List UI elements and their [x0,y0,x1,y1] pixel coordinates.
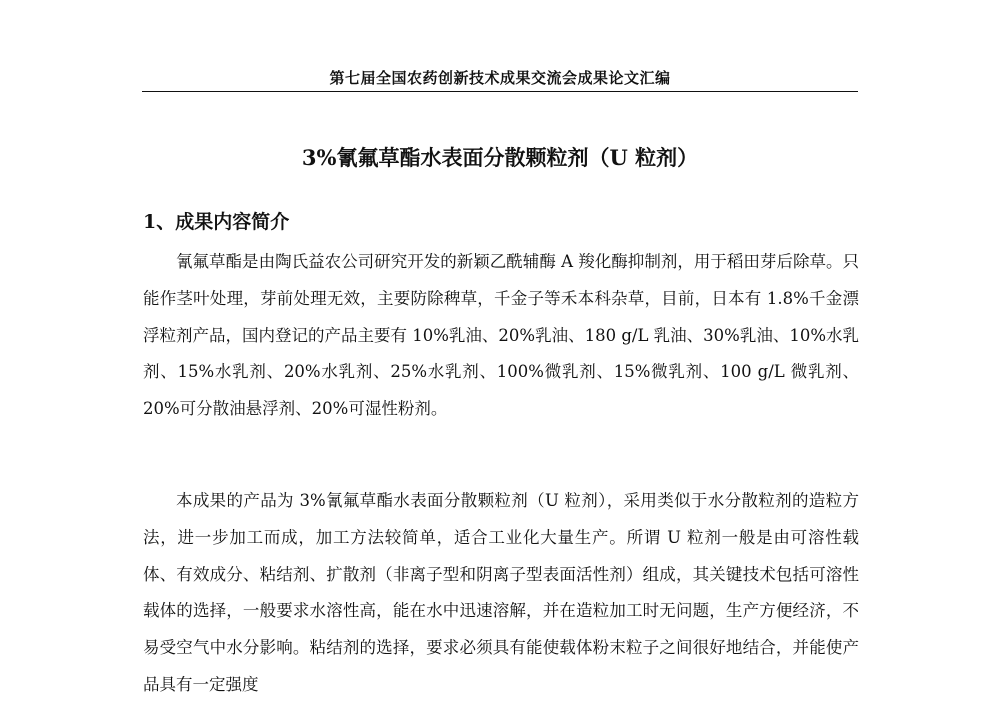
section-heading: 1、成果内容简介 [143,211,290,233]
paragraph-1: 氰氟草酯是由陶氏益农公司研究开发的新颖乙酰辅酶 A 羧化酶抑制剂，用于稻田芽后除草。只能作茎叶处理，芽前处理无效，主要防除稗草，千金子等禾本科杂草，目前，日本有 1.8%千金漂浮粒剂产品，国内登记的产品主要有 10%乳油、20%乳油、180 g/L 乳油、30%乳油、10%水乳剂、15%水乳剂、20%水乳剂、25%水乳剂、100%微乳剂、15%微乳剂、100 g/L 微乳剂、20%可分散油悬浮剂、20%可湿性粉剂。 [143,252,860,419]
paragraph-2: 本成果的产品为 3%氰氟草酯水表面分散颗粒剂（U 粒剂），采用类似于水分散粒剂的造粒方法，进一步加工而成，加工方法较简单，适合工业化大量生产。所谓 U 粒剂一般是由可溶性载体、有效成分、粘结剂、扩散剂（非离子型和阴离子型表面活性剂）组成，其关键技术包括可溶性载体的选择，一般要求水溶性高，能在水中迅速溶解，并在造粒加工时无问题，生产方便经济，不易受空气中水分影响。粘结剂的选择，要求必须具有能使载体粉末粒子之间很好地结合，并能使产品具有一定强度 [143,491,859,694]
header-rule [142,91,858,92]
paper-title: 3%氰氟草酯水表面分散颗粒剂（U 粒剂） [301,145,699,170]
running-header: 第七届全国农药创新技术成果交流会成果论文汇编 [329,69,671,87]
